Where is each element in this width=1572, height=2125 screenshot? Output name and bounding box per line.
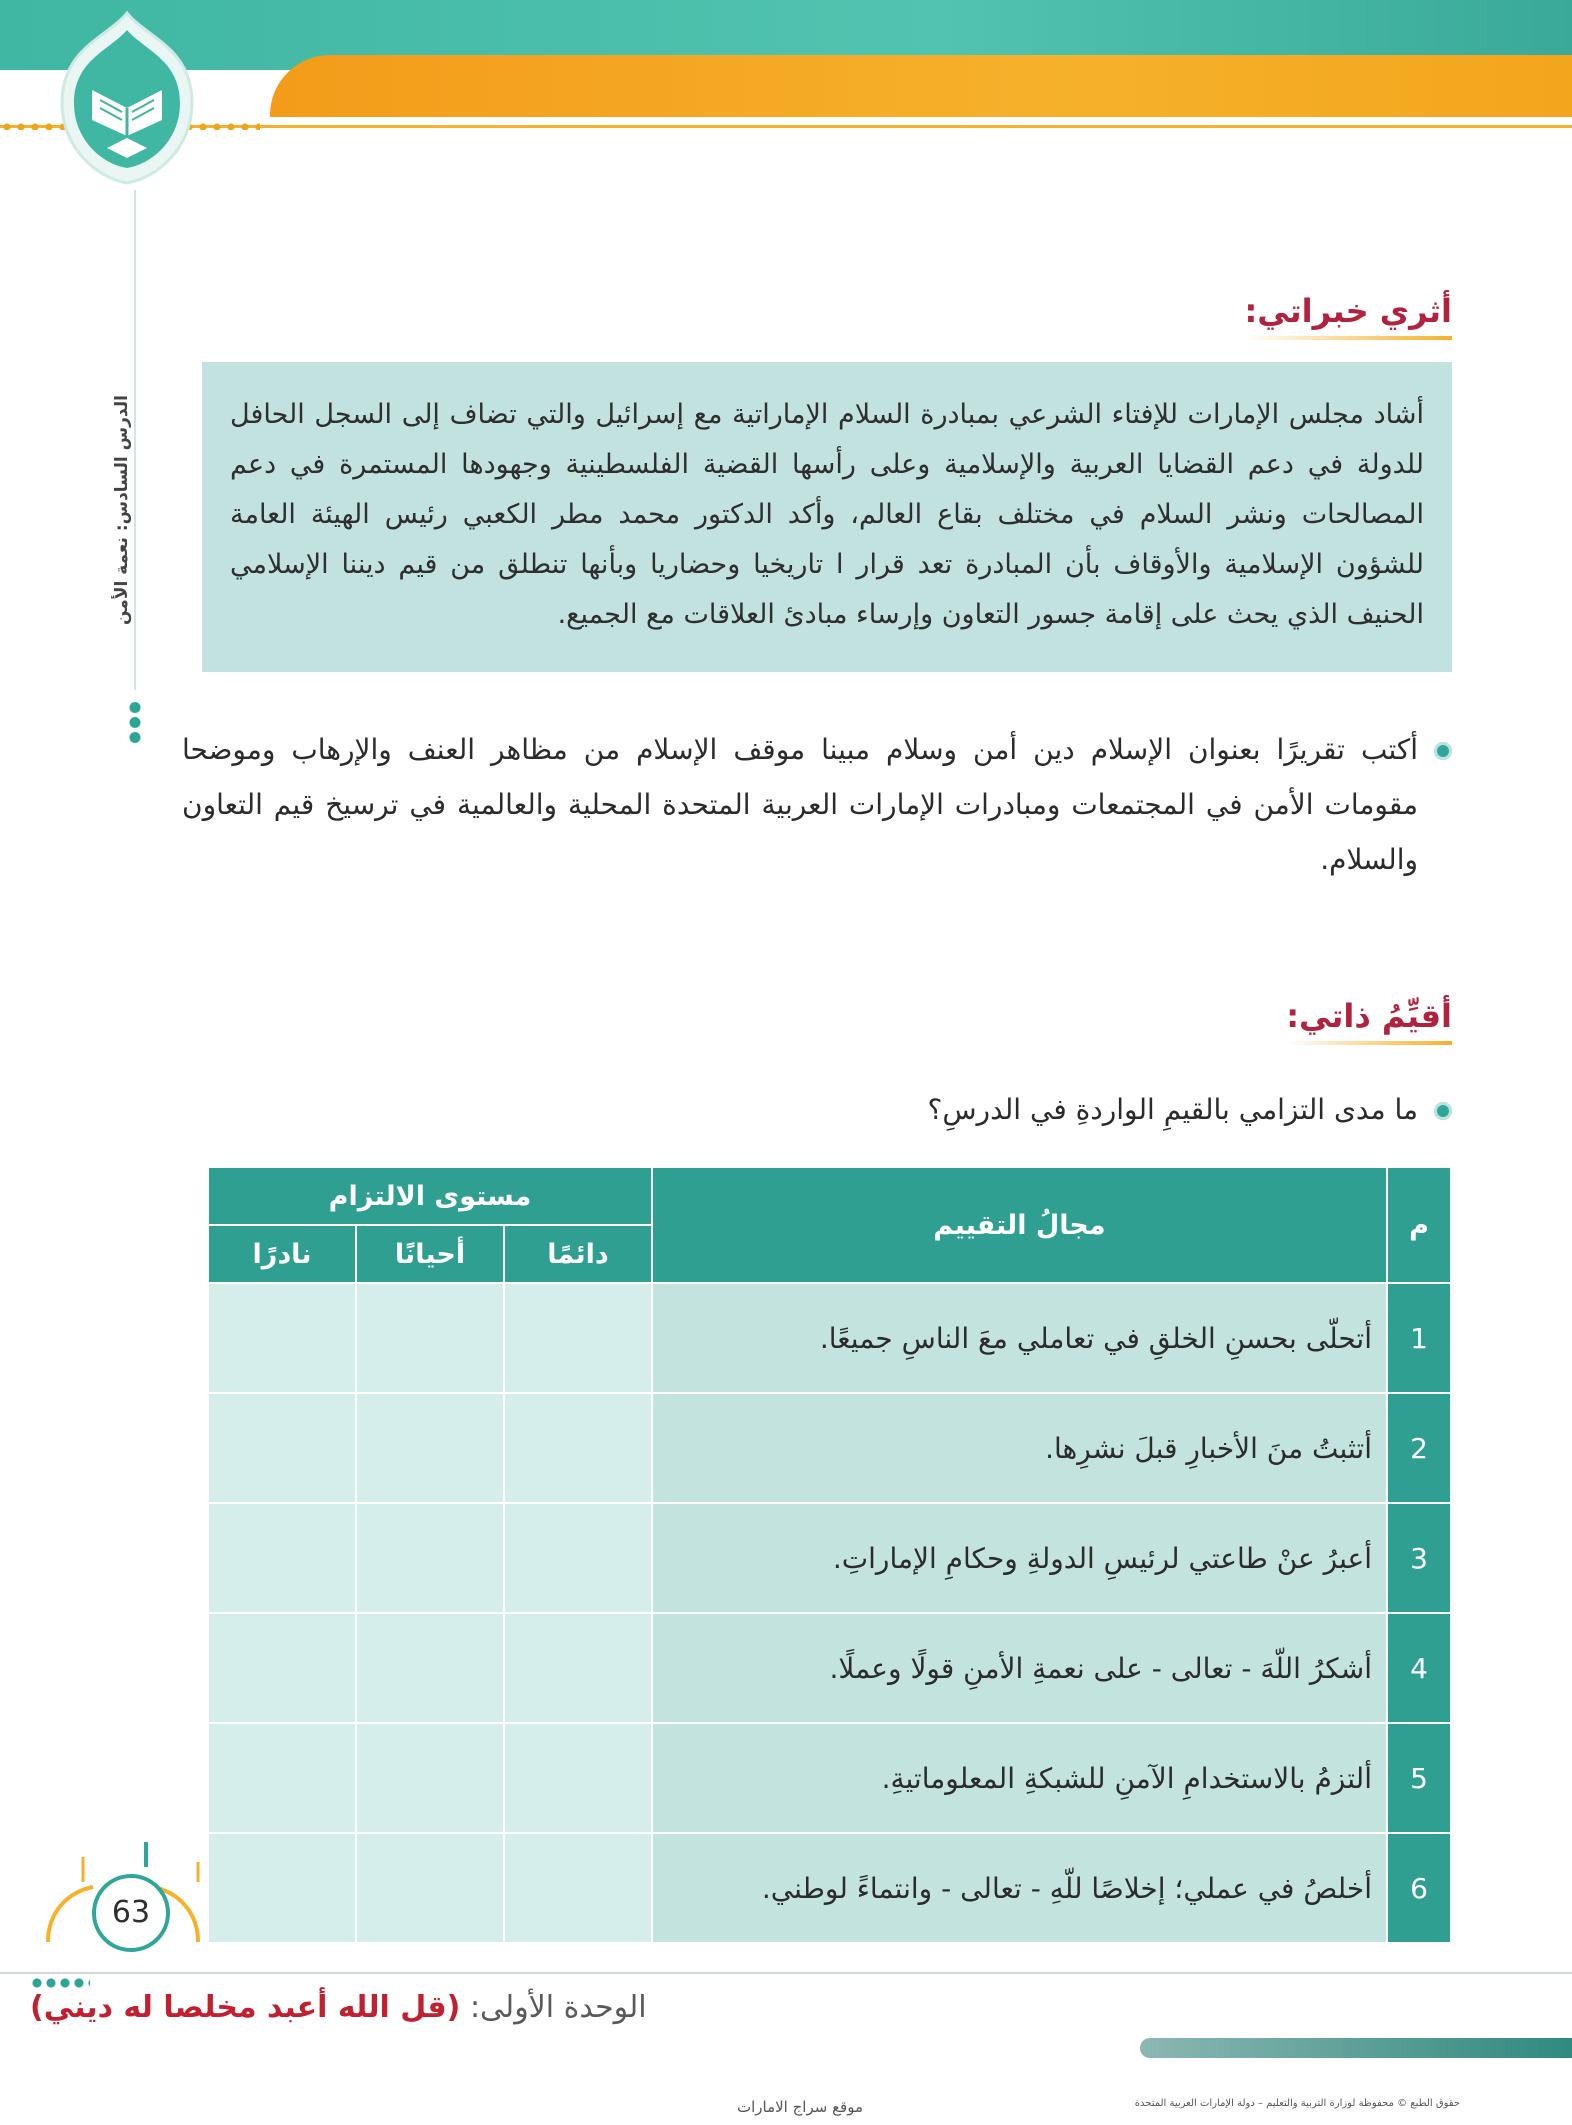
question-text: ما مدى التزامي بالقيمِ الواردةِ في الدرسِ؟ xyxy=(927,1093,1418,1126)
unit-title xyxy=(30,1990,730,2025)
header-commitment-level: مستوى الالتزام xyxy=(208,1167,652,1225)
cell-always[interactable] xyxy=(504,1613,652,1723)
footer-rule xyxy=(0,1972,1572,1974)
unit-motto: (قل الله أعبد مخلصا له ديني) xyxy=(30,1990,461,2025)
table-row xyxy=(208,1283,1451,1393)
cell-sometimes[interactable] xyxy=(356,1283,504,1393)
cell-sometimes[interactable] xyxy=(356,1833,504,1943)
cell-sometimes[interactable] xyxy=(356,1613,504,1723)
footer-teal-bar xyxy=(1140,2038,1572,2058)
lesson-side-title: الدرس السادس: نعمة الأمن xyxy=(112,395,132,625)
header-domain: مجالُ التقييم xyxy=(652,1167,1387,1283)
header-always: دائمًا xyxy=(504,1225,652,1283)
header-orange-band xyxy=(270,55,1572,117)
row-text: أتثبتُ منَ الأخبارِ قبلَ نشرِها. xyxy=(652,1393,1387,1503)
page-header-band xyxy=(0,0,1572,130)
side-dots xyxy=(128,700,142,746)
experience-heading: أثري خبراتي: xyxy=(1244,292,1452,340)
cell-sometimes[interactable] xyxy=(356,1723,504,1833)
table-row xyxy=(208,1613,1451,1723)
table-row xyxy=(208,1723,1451,1833)
copyright-notice: حقوق الطبع © محفوظة لوزارة التربية والتعليم – دولة الإمارات العربية المتحدة xyxy=(1134,2098,1460,2109)
row-number: 1 xyxy=(1387,1283,1451,1393)
cell-always[interactable] xyxy=(504,1503,652,1613)
cell-rarely[interactable] xyxy=(208,1503,356,1613)
footer-dots xyxy=(30,1978,90,1988)
row-text: أخلصُ في عملي؛ إخلاصًا للّهِ - تعالى - وانتماءً لوطني. xyxy=(652,1833,1387,1943)
bullet-icon xyxy=(1434,1102,1452,1120)
row-number: 2 xyxy=(1387,1393,1451,1503)
assessment-table xyxy=(207,1166,1452,1944)
row-text: أعبرُ عنْ طاعتي لرئيسِ الدولةِ وحكامِ الإماراتِ. xyxy=(652,1503,1387,1613)
row-number: 6 xyxy=(1387,1833,1451,1943)
cell-always[interactable] xyxy=(504,1393,652,1503)
cell-rarely[interactable] xyxy=(208,1393,356,1503)
table-row xyxy=(208,1833,1451,1943)
cell-sometimes[interactable] xyxy=(356,1503,504,1613)
cell-always[interactable] xyxy=(504,1283,652,1393)
row-text: أشكرُ اللّهَ - تعالى - على نعمةِ الأمنِ قولًا وعملًا. xyxy=(652,1613,1387,1723)
question-paragraph xyxy=(552,1090,1452,1130)
cell-rarely[interactable] xyxy=(208,1613,356,1723)
cell-sometimes[interactable] xyxy=(356,1393,504,1503)
cell-always[interactable] xyxy=(504,1723,652,1833)
self-assessment-heading: أقيِّمُ ذاتي: xyxy=(1286,997,1452,1045)
task-text: أكتب تقريرًا بعنوان الإسلام دين أمن وسلام مبينا موقف الإسلام من مظاهر العنف والإرهاب وموضحا مقومات الأمن في المجتمعات ومبادرات الإمارات العربية المتحدة المحلية والعالمية في ترسيخ قيم التعاون والسلام. xyxy=(182,733,1418,876)
cell-always[interactable] xyxy=(504,1833,652,1943)
row-text: أتحلّى بحسنِ الخلقِ في تعاملي معَ الناسِ جميعًا. xyxy=(652,1283,1387,1393)
site-name: موقع سراج الامارات xyxy=(736,2098,864,2116)
page-number-badge xyxy=(38,1842,208,1962)
bullet-icon xyxy=(1434,742,1452,760)
quote-box: أشاد مجلس الإمارات للإفتاء الشرعي بمبادرة السلام الإماراتية مع إسرائيل والتي تضاف إلى السجل الحافل للدولة في دعم القضايا العربية والإسلامية وعلى رأسها القضية الفلسطينية وجهودها المستمرة في دعم المصالحات ونشر السلام في مختلف بقاع العالم، وأكد الدكتور محمد مطر الكعبي رئيس الهيئة العامة للشؤون الإسلامية والأوقاف بأن المبادرة تعد قرار ا تاريخيا وحضاريا وبأنها تنطلق من قيم ديننا الإسلامي الحنيف الذي يحث على إقامة جسور التعاون وإرساء مبادئ العلاقات مع الجميع. xyxy=(202,362,1452,672)
row-number: 3 xyxy=(1387,1503,1451,1613)
row-number: 4 xyxy=(1387,1613,1451,1723)
page-number: 63 xyxy=(92,1874,170,1952)
header-number: م xyxy=(1387,1167,1451,1283)
row-text: ألتزمُ بالاستخدامِ الآمنِ للشبكةِ المعلوماتيةِ. xyxy=(652,1723,1387,1833)
table-row xyxy=(208,1503,1451,1613)
task-paragraph xyxy=(182,722,1452,887)
cell-rarely[interactable] xyxy=(208,1723,356,1833)
table-row xyxy=(208,1393,1451,1503)
quran-emblem-icon xyxy=(52,8,202,188)
unit-label: الوحدة الأولى: xyxy=(469,1990,647,2025)
row-number: 5 xyxy=(1387,1723,1451,1833)
cell-rarely[interactable] xyxy=(208,1833,356,1943)
header-rarely: نادرًا xyxy=(208,1225,356,1283)
header-sometimes: أحيانًا xyxy=(356,1225,504,1283)
cell-rarely[interactable] xyxy=(208,1283,356,1393)
